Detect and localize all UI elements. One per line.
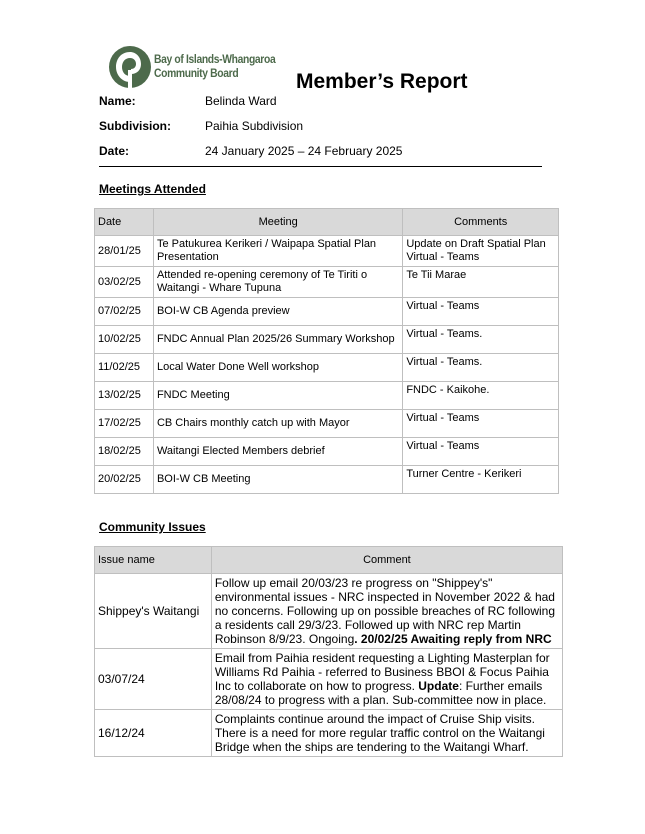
meeting-name: Attended re-opening ceremony of Te Tiriti o Waitangi - Whare Tupuna bbox=[153, 267, 402, 298]
subdivision-value: Paihia Subdivision bbox=[205, 119, 304, 133]
issue-comment-text: Email from Paihia resident requesting a Lighting Masterplan for Williams Rd Paihia - referred to Business BBOI & Focus Paihia Inc to collaborate on how to progress. bbox=[214, 651, 550, 693]
koru-logo-icon bbox=[108, 44, 152, 90]
issue-name: 03/07/24 bbox=[95, 649, 212, 710]
meetings-header-row bbox=[95, 209, 559, 236]
meetings-heading: Meetings Attended bbox=[99, 182, 206, 196]
meeting-comment: Virtual - Teams bbox=[403, 438, 559, 466]
meeting-name: CB Chairs monthly catch up with Mayor bbox=[153, 410, 402, 438]
community-board-logo bbox=[108, 44, 276, 90]
meeting-name: BOI-W CB Meeting bbox=[153, 466, 402, 494]
name-value: Belinda Ward bbox=[205, 94, 277, 108]
meeting-date: 20/02/25 bbox=[95, 466, 154, 494]
meeting-name: Waitangi Elected Members debrief bbox=[153, 438, 402, 466]
meeting-comment: Virtual - Teams bbox=[403, 410, 559, 438]
table-row bbox=[95, 710, 563, 757]
meeting-date: 18/02/25 bbox=[95, 438, 154, 466]
issue-name-column-header: Issue name bbox=[95, 547, 212, 574]
issue-comment-text: Follow up email 20/03/23 re progress on "Shippey's" environmental issues - NRC inspected in November 2022 & had no concerns. Following up on possible breaches of RC following a residents call 29/3/23. Followed up with NRC rep Martin Robinson 8/9/23. Ongoing bbox=[214, 576, 556, 646]
date-column-header: Date bbox=[95, 209, 154, 236]
meeting-name: BOI-W CB Agenda preview bbox=[153, 298, 402, 326]
community-issues-heading: Community Issues bbox=[99, 520, 206, 534]
table-row bbox=[95, 326, 559, 354]
logo-line-1: Bay of Islands-Whangaroa bbox=[154, 52, 276, 66]
meeting-comment: Update on Draft Spatial Plan Virtual - Teams bbox=[403, 236, 559, 267]
report-title: Member’s Report bbox=[296, 70, 468, 93]
meeting-date: 13/02/25 bbox=[95, 382, 154, 410]
meeting-date: 07/02/25 bbox=[95, 298, 154, 326]
meeting-name: Local Water Done Well workshop bbox=[153, 354, 402, 382]
issue-comment-update: . 20/02/25 Awaiting reply from NRC bbox=[354, 632, 552, 646]
meeting-comment: Virtual - Teams. bbox=[403, 354, 559, 382]
meeting-date: 28/01/25 bbox=[95, 236, 154, 267]
issue-comment-update-text: : Further emails 28/08/24 to progress with a plan. Sub-committee now in place. bbox=[214, 679, 547, 707]
community-issues-table bbox=[94, 546, 563, 757]
table-row bbox=[95, 466, 559, 494]
meeting-comment: FNDC - Kaikohe. bbox=[403, 382, 559, 410]
table-row bbox=[95, 574, 563, 649]
issues-header-row bbox=[95, 547, 563, 574]
table-row bbox=[95, 410, 559, 438]
table-row bbox=[95, 382, 559, 410]
meeting-name: FNDC Meeting bbox=[153, 382, 402, 410]
date-value: 24 January 2025 – 24 February 2025 bbox=[205, 144, 403, 158]
meeting-comment: Turner Centre - Kerikeri bbox=[403, 466, 559, 494]
table-row bbox=[95, 438, 559, 466]
table-row bbox=[95, 649, 563, 710]
logo-line-2: Community Board bbox=[154, 66, 239, 80]
logo-text bbox=[154, 52, 275, 80]
meeting-date: 17/02/25 bbox=[95, 410, 154, 438]
issue-comment-update-label: Update bbox=[418, 679, 459, 693]
issue-comment bbox=[211, 649, 562, 710]
subdivision-label: Subdivision: bbox=[99, 119, 171, 133]
table-row bbox=[95, 267, 559, 298]
issue-name: 16/12/24 bbox=[95, 710, 212, 757]
table-row bbox=[95, 354, 559, 382]
meeting-comment: Virtual - Teams bbox=[403, 298, 559, 326]
meeting-name: FNDC Annual Plan 2025/26 Summary Workshop bbox=[153, 326, 402, 354]
meeting-date: 11/02/25 bbox=[95, 354, 154, 382]
meetings-table bbox=[94, 208, 559, 494]
name-label: Name: bbox=[99, 94, 136, 108]
date-label: Date: bbox=[99, 144, 130, 158]
table-row bbox=[95, 298, 559, 326]
header-divider bbox=[99, 166, 542, 167]
meeting-comment: Te Tii Marae bbox=[403, 267, 559, 298]
meeting-name: Te Patukurea Kerikeri / Waipapa Spatial Plan Presentation bbox=[153, 236, 402, 267]
comments-column-header: Comments bbox=[403, 209, 559, 236]
meeting-date: 03/02/25 bbox=[95, 267, 154, 298]
meeting-date: 10/02/25 bbox=[95, 326, 154, 354]
issue-comment bbox=[211, 574, 562, 649]
table-row bbox=[95, 236, 559, 267]
issue-name: Shippey's Waitangi bbox=[95, 574, 212, 649]
meeting-comment: Virtual - Teams. bbox=[403, 326, 559, 354]
issue-comment: Complaints continue around the impact of Cruise Ship visits. There is a need for more regular traffic control on the Waitangi Bridge when the ships are tendering to the Waitangi Wharf. bbox=[211, 710, 562, 757]
comment-column-header: Comment bbox=[211, 547, 562, 574]
meeting-column-header: Meeting bbox=[153, 209, 402, 236]
